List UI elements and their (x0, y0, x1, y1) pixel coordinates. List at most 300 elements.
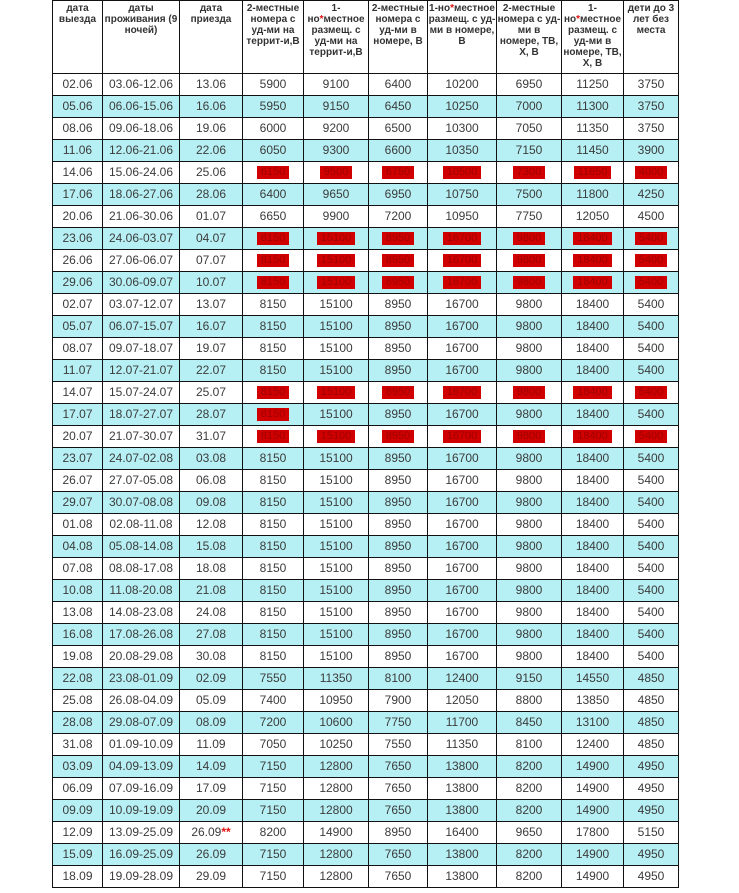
table-cell (103, 624, 180, 646)
cell-value: 13800 (445, 803, 479, 817)
table-cell (243, 140, 304, 162)
cell-value: 8150 (259, 473, 287, 487)
table-cell (369, 602, 428, 624)
header-label: даты проживания (9 ночей) (104, 3, 178, 36)
cell-value: 05.07 (62, 319, 93, 333)
table-cell (497, 844, 562, 866)
table-cell (304, 360, 369, 382)
table-row (53, 184, 679, 206)
table-cell (497, 316, 562, 338)
table-cell (624, 404, 679, 426)
cell-value: 5400 (637, 319, 665, 333)
cell-value: 4950 (637, 869, 665, 883)
cell-value: 9800 (515, 407, 543, 421)
table-cell (304, 712, 369, 734)
table-cell (53, 778, 103, 800)
table-cell (428, 602, 497, 624)
table-cell (497, 382, 562, 404)
cell-value: 10250 (319, 737, 353, 751)
cell-value: 25.06 (195, 165, 227, 179)
cell-value: 10350 (445, 143, 479, 157)
table-cell (428, 624, 497, 646)
table-row (53, 470, 679, 492)
table-cell (369, 492, 428, 514)
cell-value: 5900 (259, 77, 287, 91)
cell-value: 20.09 (195, 803, 227, 817)
table-cell (180, 800, 243, 822)
table-cell (624, 294, 679, 316)
table-cell (497, 96, 562, 118)
cell-value: 9800 (515, 539, 543, 553)
table-cell (103, 250, 180, 272)
cell-value: 13800 (445, 869, 479, 883)
table-cell (103, 580, 180, 602)
cell-value: 6000 (259, 121, 287, 135)
cell-value: 6400 (384, 77, 412, 91)
header-double-ensuite-tv-fridge (497, 1, 562, 74)
cell-value: 12.07-21.07 (108, 363, 174, 377)
cell-value: 18400 (575, 341, 610, 355)
table-cell (428, 646, 497, 668)
header-label-rest: местное размещ. с уд-ми на террит-и,В (309, 14, 365, 58)
cell-value: 5400 (637, 605, 665, 619)
table-cell (53, 624, 103, 646)
table-cell (180, 184, 243, 206)
sold-out-price: 4000 (635, 166, 667, 179)
sold-out-price: 16700 (443, 276, 482, 289)
table-cell (369, 250, 428, 272)
cell-value: 27.07-05.08 (108, 473, 174, 487)
cell-value: 08.07 (62, 341, 93, 355)
cell-value: 9150 (515, 671, 543, 685)
table-cell (369, 778, 428, 800)
cell-value: 16700 (445, 363, 479, 377)
cell-value: 12800 (319, 869, 353, 883)
cell-value: 7650 (384, 759, 412, 773)
table-cell (562, 118, 624, 140)
cell-value: 4850 (637, 737, 665, 751)
cell-value: 07.08 (62, 561, 93, 575)
cell-value: 15100 (319, 297, 353, 311)
sold-out-price: 9800 (513, 254, 545, 267)
table-cell (53, 822, 103, 844)
sold-out-price: 9800 (513, 430, 545, 443)
table-cell (243, 558, 304, 580)
cell-value: 24.07-02.08 (108, 451, 174, 465)
cell-value: 5150 (637, 825, 665, 839)
table-cell (304, 756, 369, 778)
table-cell (624, 624, 679, 646)
cell-value: 6600 (384, 143, 412, 157)
cell-value: 18400 (575, 583, 610, 597)
header-label: 1-но (563, 3, 597, 25)
cell-value: 18400 (575, 517, 610, 531)
table-cell (369, 756, 428, 778)
cell-value: 16400 (445, 825, 479, 839)
table-cell (497, 602, 562, 624)
table-cell (180, 448, 243, 470)
table-cell (428, 404, 497, 426)
table-cell (428, 470, 497, 492)
cell-value: 7550 (384, 737, 412, 751)
cell-value: 6500 (384, 121, 412, 135)
cell-value: 8150 (259, 319, 287, 333)
table-cell (497, 492, 562, 514)
header-label: 2-местные номера с уд-ми на террит-и,В (246, 3, 300, 47)
cell-value: 02.07 (62, 297, 93, 311)
table-cell (180, 844, 243, 866)
cell-value: 6950 (515, 77, 543, 91)
cell-value: 5400 (637, 517, 665, 531)
cell-value: 15100 (319, 319, 353, 333)
cell-value: 5950 (259, 99, 287, 113)
cell-value: 9100 (322, 77, 350, 91)
cell-value: 14900 (319, 825, 353, 839)
table-cell (624, 316, 679, 338)
table-cell (428, 514, 497, 536)
table-cell (369, 646, 428, 668)
cell-value: 8200 (515, 847, 543, 861)
cell-value: 29.06 (62, 275, 93, 289)
table-cell (180, 734, 243, 756)
cell-value: 5400 (637, 407, 665, 421)
table-cell (103, 404, 180, 426)
cell-value: 7550 (259, 671, 287, 685)
table-cell (369, 668, 428, 690)
table-cell (428, 756, 497, 778)
table-cell (624, 118, 679, 140)
table-cell (497, 338, 562, 360)
table-cell (428, 140, 497, 162)
table-cell (428, 272, 497, 294)
cell-value: 5400 (637, 495, 665, 509)
table-cell (103, 162, 180, 184)
table-cell (53, 404, 103, 426)
cell-value: 11300 (576, 99, 609, 113)
table-cell (180, 470, 243, 492)
cell-value: 18400 (575, 605, 610, 619)
cell-value: 9800 (515, 495, 543, 509)
header-single-shared-bath (304, 1, 369, 74)
table-cell (243, 272, 304, 294)
cell-value: 9800 (515, 561, 543, 575)
table-cell (103, 756, 180, 778)
header-single-ensuite (428, 1, 497, 74)
cell-value: 17.08-26.08 (108, 627, 174, 641)
cell-value: 8150 (259, 649, 287, 663)
table-row (53, 756, 679, 778)
cell-value: 9150 (322, 99, 350, 113)
table-row (53, 602, 679, 624)
table-cell (53, 272, 103, 294)
table-cell (562, 514, 624, 536)
table-cell (180, 118, 243, 140)
table-cell (624, 250, 679, 272)
table-row (53, 74, 679, 96)
table-cell (53, 74, 103, 96)
table-cell (103, 866, 180, 888)
table-cell (243, 118, 304, 140)
table-cell (369, 734, 428, 756)
cell-value: 16700 (445, 473, 479, 487)
table-row (53, 118, 679, 140)
cell-value: 8950 (384, 319, 412, 333)
table-cell (304, 800, 369, 822)
table-cell (304, 514, 369, 536)
table-cell (304, 690, 369, 712)
table-cell (180, 382, 243, 404)
cell-value: 5400 (637, 561, 665, 575)
table-cell (562, 646, 624, 668)
sold-out-price: 6150 (257, 166, 289, 179)
table-cell (103, 690, 180, 712)
table-cell (243, 866, 304, 888)
cell-value: 8950 (384, 825, 412, 839)
cell-value: 23.07 (62, 451, 93, 465)
cell-value: 19.07 (195, 341, 227, 355)
table-cell (180, 866, 243, 888)
table-cell (369, 74, 428, 96)
cell-value: 16700 (445, 561, 479, 575)
table-cell (428, 822, 497, 844)
header-label-rest: местное размещ. с уд-ми в номере, ТВ, Х, В (563, 14, 622, 69)
cell-value: 4850 (637, 715, 665, 729)
table-cell (624, 734, 679, 756)
cell-value: 9800 (515, 627, 543, 641)
cell-value: 8950 (384, 517, 412, 531)
cell-value: 8150 (259, 539, 287, 553)
table-cell (428, 712, 497, 734)
sold-out-price: 16700 (443, 232, 482, 245)
cell-value: 7650 (384, 869, 412, 883)
cell-value: 04.07 (195, 231, 227, 245)
cell-value: 18400 (575, 319, 610, 333)
table-cell (243, 316, 304, 338)
table-cell (562, 866, 624, 888)
cell-value: 9800 (515, 341, 543, 355)
cell-value: 06.09 (62, 781, 93, 795)
double-star-note: ** (221, 825, 231, 839)
table-cell (53, 360, 103, 382)
table-cell (53, 712, 103, 734)
table-cell (369, 536, 428, 558)
cell-value: 8150 (259, 627, 287, 641)
table-cell (53, 316, 103, 338)
table-cell (428, 536, 497, 558)
sold-out-price: 9500 (320, 166, 352, 179)
cell-value: 18400 (575, 363, 610, 377)
cell-value: 8100 (384, 671, 412, 685)
sold-out-price: 8950 (382, 430, 414, 443)
table-cell (562, 602, 624, 624)
cell-value: 26.06 (62, 253, 93, 267)
sold-out-price: 9800 (513, 232, 545, 245)
table-cell (497, 800, 562, 822)
cell-value: 5400 (637, 341, 665, 355)
table-cell (497, 734, 562, 756)
cell-value: 8150 (259, 297, 287, 311)
table-cell (243, 426, 304, 448)
header-label: 2-местные номера с уд-ми в номере, В (371, 3, 425, 47)
sold-out-price: 6750 (382, 166, 414, 179)
cell-value: 10600 (319, 715, 353, 729)
table-cell (497, 866, 562, 888)
cell-value: 13800 (445, 759, 479, 773)
cell-value: 5400 (637, 451, 665, 465)
table-cell (624, 690, 679, 712)
table-cell (497, 558, 562, 580)
cell-value: 16700 (445, 605, 479, 619)
cell-value: 18400 (575, 451, 610, 465)
cell-value: 8150 (259, 341, 287, 355)
table-cell (562, 316, 624, 338)
table-cell (243, 712, 304, 734)
table-cell (428, 426, 497, 448)
cell-value: 19.09-28.09 (108, 869, 174, 883)
cell-value: 11450 (576, 143, 609, 157)
cell-value: 17.09 (195, 781, 227, 795)
sold-out-price: 18400 (573, 276, 612, 289)
cell-value: 08.06 (62, 121, 93, 135)
table-cell (103, 558, 180, 580)
cell-value: 15100 (319, 517, 353, 531)
table-cell (562, 756, 624, 778)
cell-value: 13.08 (62, 605, 93, 619)
cell-value: 3750 (637, 77, 665, 91)
cell-value: 8950 (384, 627, 412, 641)
table-cell (428, 734, 497, 756)
table-cell (103, 602, 180, 624)
cell-value: 14.07 (62, 385, 93, 399)
table-cell (180, 294, 243, 316)
table-cell (304, 338, 369, 360)
table-cell (624, 558, 679, 580)
table-cell (180, 316, 243, 338)
table-cell (428, 250, 497, 272)
table-cell (243, 690, 304, 712)
cell-value: 15100 (319, 539, 353, 553)
cell-value: 3900 (637, 143, 665, 157)
table-cell (180, 426, 243, 448)
cell-value: 9650 (322, 187, 350, 201)
cell-value: 16.09-25.09 (108, 847, 174, 861)
table-cell (103, 206, 180, 228)
table-cell (497, 162, 562, 184)
table-cell (562, 470, 624, 492)
table-cell (304, 822, 369, 844)
table-cell (243, 338, 304, 360)
cell-value: 11700 (445, 715, 479, 729)
cell-value: 4850 (637, 671, 665, 685)
table-cell (369, 338, 428, 360)
cell-value: 15100 (319, 407, 353, 421)
table-cell (243, 228, 304, 250)
cell-value: 10750 (445, 187, 479, 201)
cell-value: 12400 (445, 671, 479, 685)
cell-value: 7200 (384, 209, 412, 223)
table-cell (103, 316, 180, 338)
cell-value: 15100 (319, 473, 353, 487)
cell-value: 18400 (575, 649, 610, 663)
cell-value: 27.08 (195, 627, 227, 641)
table-cell (243, 822, 304, 844)
header-label: дата приезда (190, 3, 232, 25)
table-cell (497, 184, 562, 206)
table-cell (624, 382, 679, 404)
sold-out-price: 8950 (382, 276, 414, 289)
table-cell (103, 646, 180, 668)
cell-value: 31.07 (195, 429, 227, 443)
cell-value: 02.08-11.08 (109, 517, 173, 531)
cell-value: 20.08-29.08 (108, 649, 174, 663)
cell-value: 8950 (384, 583, 412, 597)
table-cell (180, 250, 243, 272)
table-cell (243, 646, 304, 668)
cell-value: 19.08 (62, 649, 93, 663)
table-cell (428, 206, 497, 228)
cell-value: 7500 (515, 187, 543, 201)
cell-value: 8950 (384, 495, 412, 509)
cell-value: 08.09 (195, 715, 227, 729)
table-cell (562, 382, 624, 404)
table-cell (562, 272, 624, 294)
table-cell (304, 668, 369, 690)
cell-value: 18.08 (195, 561, 227, 575)
cell-value: 8200 (515, 759, 543, 773)
cell-value: 11800 (576, 187, 609, 201)
cell-value: 10950 (445, 209, 479, 223)
cell-value: 26.08-04.09 (108, 693, 174, 707)
cell-value: 10950 (319, 693, 353, 707)
cell-value: 8950 (384, 341, 412, 355)
table-cell (428, 382, 497, 404)
table-cell (243, 492, 304, 514)
sold-out-price: 15100 (317, 276, 356, 289)
cell-value: 28.06 (195, 187, 227, 201)
cell-value: 07.09-16.09 (108, 781, 174, 795)
table-cell (304, 646, 369, 668)
sold-out-price: 15100 (317, 254, 356, 267)
table-row (53, 668, 679, 690)
table-cell (103, 382, 180, 404)
table-cell (562, 184, 624, 206)
table-row (53, 250, 679, 272)
table-cell (497, 140, 562, 162)
cell-value: 16.07 (195, 319, 227, 333)
table-cell (180, 536, 243, 558)
table-cell (497, 74, 562, 96)
price-table (52, 0, 679, 888)
table-cell (428, 118, 497, 140)
cell-value: 12.06-21.06 (108, 143, 174, 157)
table-cell (624, 822, 679, 844)
cell-value: 7150 (259, 847, 287, 861)
cell-value: 8450 (515, 715, 543, 729)
table-cell (497, 294, 562, 316)
sold-out-price: 15100 (317, 232, 356, 245)
cell-value: 20.07 (62, 429, 93, 443)
table-cell (369, 294, 428, 316)
footnote-star: * (450, 3, 454, 14)
cell-value: 01.08 (62, 517, 93, 531)
cell-value: 7750 (515, 209, 543, 223)
table-cell (369, 624, 428, 646)
cell-value: 14900 (575, 847, 610, 861)
cell-value: 30.08 (195, 649, 227, 663)
table-cell (624, 756, 679, 778)
table-cell (562, 580, 624, 602)
table-cell (304, 734, 369, 756)
